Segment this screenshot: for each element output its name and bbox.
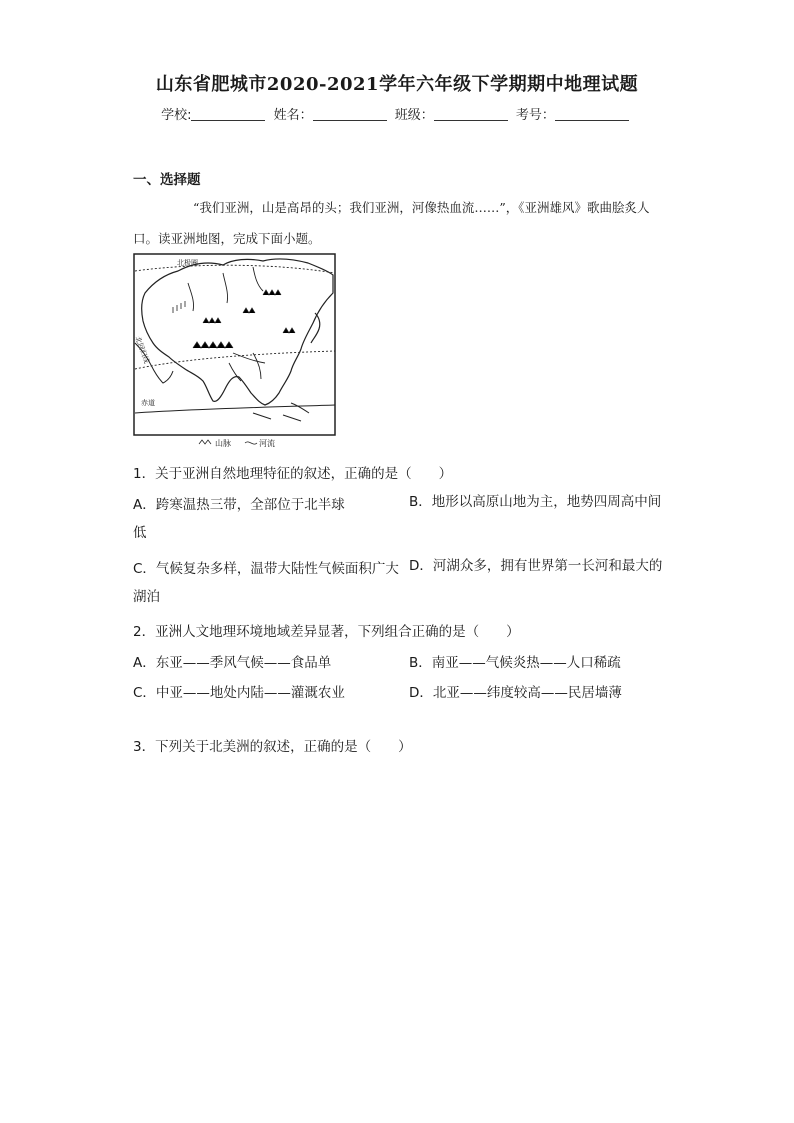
question-2-option-c: C．中亚——地处内陆——灌溉农业: [133, 685, 345, 701]
student-info-line: [0, 104, 794, 123]
map-label-arctic-circle: 北极圈: [177, 259, 198, 267]
exam-no-label: 考号：: [515, 108, 555, 123]
name-label: 姓名：: [273, 108, 313, 123]
question-1-stem: 1．关于亚洲自然地理特征的叙述，正确的是（ ）: [133, 466, 453, 482]
question-2-stem: 2．亚洲人文地理环境地域差异显著，下列组合正确的是（ ）: [133, 624, 520, 640]
exam-no-blank: [555, 108, 629, 121]
question-2-option-b: B．南亚——气候炎热——人口稀疏: [409, 655, 621, 671]
page-title: 山东省肥城市2020-2021学年六年级下学期期中地理试题: [155, 74, 639, 95]
question-1-option-c: C．气候复杂多样，温带大陆性气候面积广大: [133, 561, 399, 577]
class-blank: [434, 108, 508, 121]
question-2-option-d: D．北亚——纬度较高——民居墙薄: [409, 685, 622, 701]
asia-map: [133, 253, 336, 451]
question-2-option-a: A．东亚——季风气候——食品单: [133, 655, 332, 671]
question-1-option-a: A．跨寒温热三带，全部位于北半球: [133, 497, 345, 513]
map-label-equator: 赤道: [141, 399, 155, 407]
legend-river: 河流: [259, 439, 275, 448]
section-title: 一、选择题: [133, 172, 201, 188]
name-blank: [313, 108, 387, 121]
school-label: 学校:: [161, 108, 192, 123]
question-3-stem: 3．下列关于北美洲的叙述，正确的是（ ）: [133, 739, 412, 755]
map-label-tropic: 北回归线: [133, 335, 151, 365]
question-1-option-d: D．河湖众多，拥有世界第一长河和最大的湖泊: [133, 558, 663, 605]
intro-paragraph: “我们亚洲，山是高昂的头；我们亚洲，河像热血流……”，《亚洲雄风》歌曲脍炙人口。读亚洲地图，完成下面小题。: [133, 200, 650, 246]
class-label: 班级：: [394, 108, 434, 123]
question-1-option-b: B．地形以高原山地为主，地势四周高中间低: [133, 494, 662, 541]
school-blank: [191, 108, 265, 121]
legend-mountain: 山脉: [215, 439, 231, 448]
